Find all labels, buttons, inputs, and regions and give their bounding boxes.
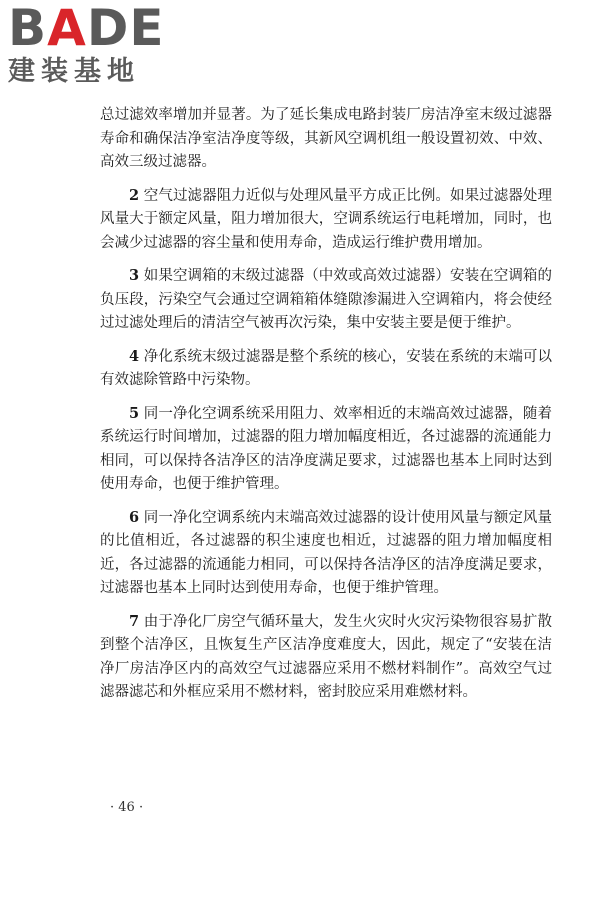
paragraph-2 <box>100 184 552 256</box>
paragraph-6 <box>100 506 552 601</box>
paragraph-4 <box>100 345 552 393</box>
paragraph-number: 2 <box>129 186 140 204</box>
logo-wordmark <box>8 0 178 57</box>
paragraph-text: 总过滤效率增加并显著。为了延长集成电路封装厂房洁净室末级过滤器寿命和确保洁净室洁净度等级，其新风空调机组一般设置初效、中效、高效三级过滤器。 <box>100 107 552 170</box>
paragraph-number: 3 <box>129 267 140 284</box>
logo-letter-b: B <box>8 0 48 57</box>
paragraph-5 <box>100 402 552 497</box>
paragraph-7 <box>100 610 552 705</box>
paragraph-number: 7 <box>129 612 140 630</box>
paragraph-text: 由于净化厂房空气循环量大，发生火灾时火灾污染物很容易扩散到整个洁净区，且恢复生产区洁净度难度大，因此，规定了“安装在洁净厂房洁净区内的高效空气过滤器应采用不燃材料制作”。高效空气过滤器滤芯和外框应采用不燃材料，密封胶应采用难燃材料。 <box>100 613 553 700</box>
paragraph-number: 4 <box>129 347 140 365</box>
logo-letter-a: A <box>47 0 87 57</box>
paragraph-text: 净化系统末级过滤器是整个系统的核心，安装在系统的末端可以有效滤除管路中污染物。 <box>100 348 553 388</box>
paragraph-text: 同一净化空调系统采用阻力、效率相近的末端高效过滤器，随着系统运行时间增加，过滤器的阻力增加幅度相近，各过滤器的流通能力相同，可以保持各洁净区的洁净度满足要求，过滤器也基本上同时达到使用寿命，也便于维护管理。 <box>100 405 553 492</box>
paragraph-number: 6 <box>129 508 140 526</box>
logo-letter-d: D <box>86 0 130 57</box>
logo-subtitle: 建装基地 <box>8 56 140 87</box>
paragraph-text: 空气过滤器阻力近似与处理风量平方成正比例。如果过滤器处理风量大于额定风量，阻力增加很大，空调系统运行电耗增加，同时，也会减少过滤器的容尘量和使用寿命，造成运行维护费用增加。 <box>100 187 553 251</box>
paragraph-text: 同一净化空调系统内末端高效过滤器的设计使用风量与额定风量的比值相近，各过滤器的积尘速度也相近，过滤器的阻力增加幅度相近，各过滤器的流通能力相同，可以保持各洁净区的洁净度满足要求，过滤器也基本上同时达到使用寿命，也便于维护管理。 <box>100 509 553 596</box>
paragraph-text: 如果空调箱的末级过滤器（中效或高效过滤器）安装在空调箱的负压段，污染空气会通过空调箱箱体缝隙渗漏进入空调箱内，将会使经过过滤处理后的清洁空气被再次污染，集中安装主要是便于维护。 <box>100 268 553 331</box>
page-number: · 46 · <box>110 800 144 815</box>
document-body <box>100 104 552 714</box>
paragraph-number: 5 <box>129 404 140 422</box>
logo-letter-e: E <box>129 0 165 57</box>
paragraph-continued <box>100 104 552 175</box>
paragraph-3 <box>100 264 552 336</box>
bade-logo <box>8 2 178 94</box>
